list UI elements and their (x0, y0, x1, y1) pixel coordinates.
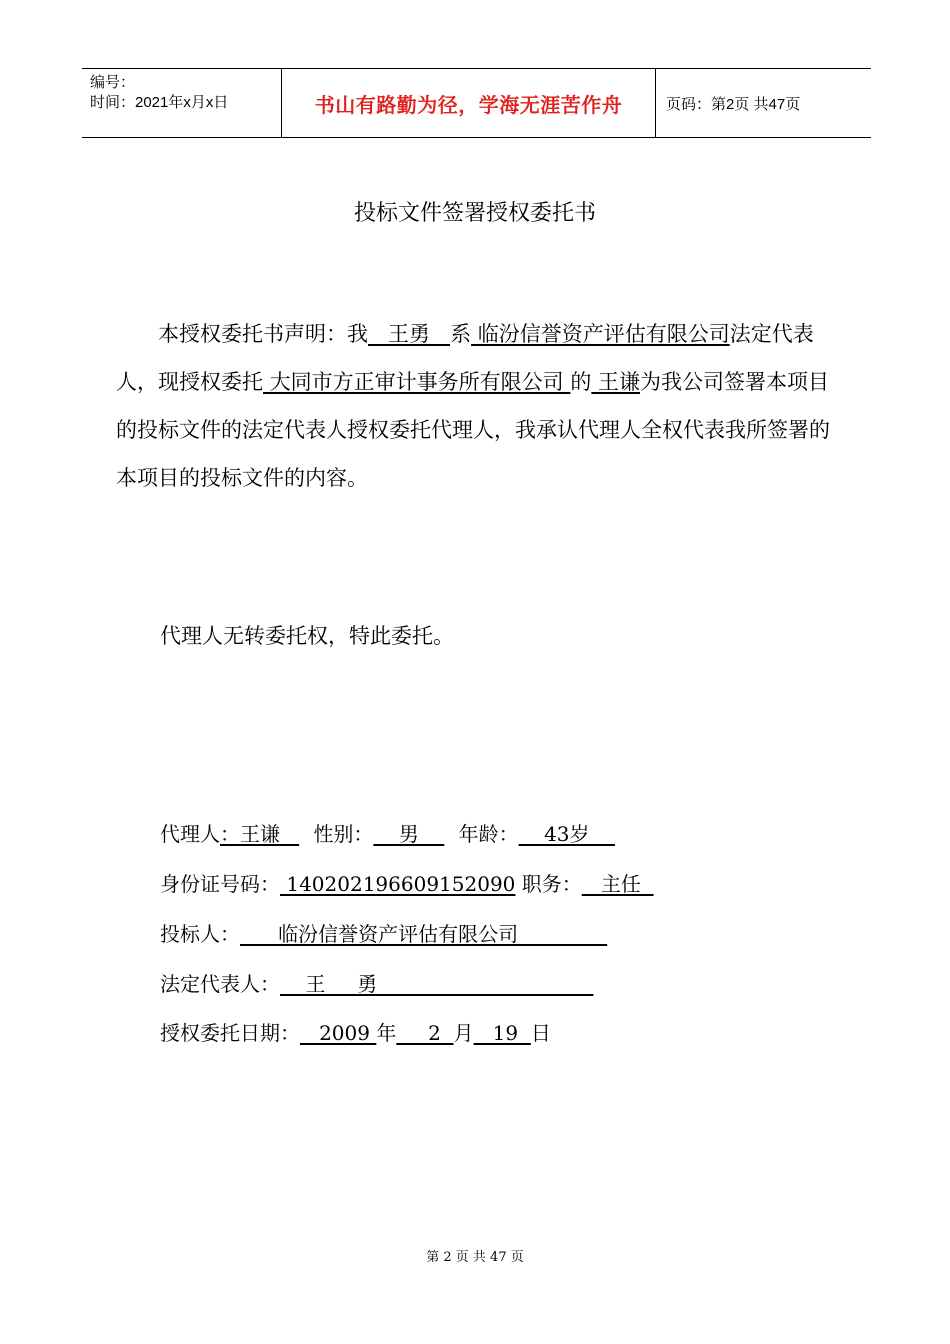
no-transfer-statement: 代理人无转委托权，特此委托。 (160, 624, 454, 648)
age-label: 年龄： (458, 822, 519, 846)
year-value: 2009 (300, 1021, 377, 1045)
year-label: 年 (376, 1021, 397, 1045)
age-value: 43岁 (518, 822, 615, 846)
month-value: 2 (396, 1021, 454, 1045)
agent-info-line (160, 818, 615, 847)
statement-body: 为我公司签署本项目的投标文件的法定代表人授权委托代理人，我承认代理人全权代表我所签署的本项目的投标文件的内容。 (116, 370, 830, 490)
gender-value: 男 (373, 822, 445, 846)
agent-name: 王谦 (591, 370, 641, 394)
statement-intro: 本授权委托书声明：我 (158, 322, 368, 346)
motto-text: 书山有路勤为径，学海无涯苦作舟 (314, 92, 623, 117)
company-name: 临汾信誉资产评估有限公司 (471, 322, 730, 346)
agent-value: ：王谦 (220, 822, 300, 846)
header-table (82, 68, 871, 138)
statement-delegate: 法定代表人，现授权委托 (116, 322, 814, 394)
id-line (160, 868, 654, 897)
time-label: 时间：2021年x月x日 (90, 94, 229, 111)
header-page-cell (656, 69, 871, 137)
bidder-line (160, 918, 607, 947)
date-line (160, 1017, 551, 1046)
position-value: 主任 (581, 872, 654, 896)
number-label: 编号： (90, 74, 136, 91)
agent-label: 代理人 (160, 822, 220, 846)
id-value: 140202196609152090 (280, 872, 516, 896)
id-label: 身份证号码： (160, 872, 280, 896)
bidder-label: 投标人： (160, 922, 240, 946)
bidder-value: 临汾信誉资产评估有限公司 (240, 922, 608, 946)
statement-of: 的 (570, 370, 592, 394)
page-footer: 第 2 页 共 47 页 (426, 1250, 524, 1265)
header-motto-cell (282, 69, 656, 137)
day-label: 日 (530, 1021, 551, 1045)
position-label: 职务： (521, 872, 582, 896)
gender-label: 性别： (313, 822, 374, 846)
legal-rep-value: 王 勇 (280, 972, 594, 996)
date-label: 授权委托日期： (160, 1021, 300, 1045)
month-label: 月 (453, 1021, 474, 1045)
agent-company-name: 大同市方正审计事务所有限公司 (263, 370, 571, 394)
legal-rep-name: 王勇 (368, 322, 451, 346)
statement-connector: 系 (450, 322, 472, 346)
legal-rep-line (160, 968, 593, 997)
day-value: 19 (473, 1021, 531, 1045)
statement-paragraph (116, 310, 838, 502)
legal-rep-label: 法定代表人： (160, 972, 280, 996)
document-title: 投标文件签署授权委托书 (353, 201, 596, 226)
page-info: 页码：第2页 共47页 (666, 95, 801, 113)
header-meta-cell (82, 69, 282, 137)
